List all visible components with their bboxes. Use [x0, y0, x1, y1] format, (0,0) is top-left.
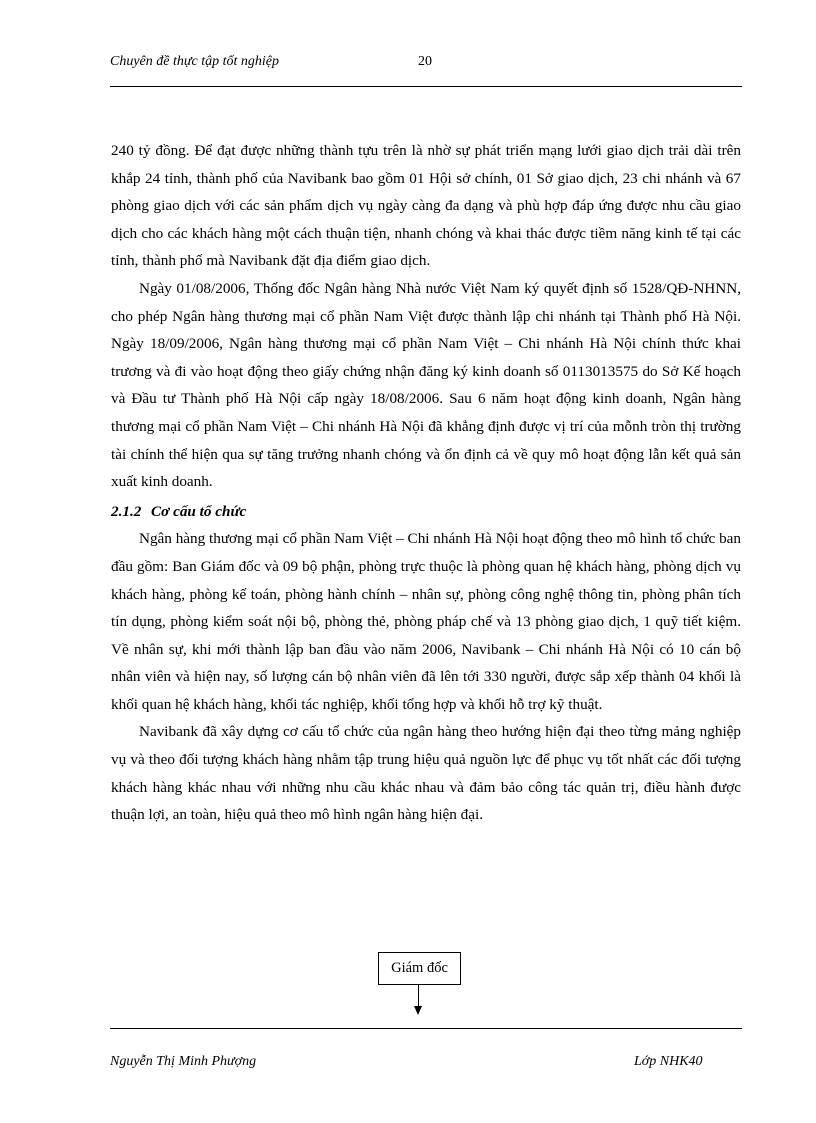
- document-body: [111, 137, 741, 829]
- paragraph-org-model: Navibank đã xây dựng cơ cấu tổ chức của ngân hàng theo hướng hiện đại theo từng mảng nghiệp vụ và theo đối tượng khách hàng nhằm tập trung hiệu quả nguồn lực để phục vụ tốt nhất các đối tượng khách hàng khác nhau với những nhu cầu khác nhau và đảm bảo công tác quản trị, điều hành được thuận lợi, an toàn, hiệu quả theo mô hình ngân hàng hiện đại.: [111, 723, 741, 824]
- paragraph-establishment: Ngày 01/08/2006, Thống đốc Ngân hàng Nhà nước Việt Nam ký quyết định số 1528/QĐ-NHNN, cho phép Ngân hàng thương mại cổ phần Nam Việt được thành lập chi nhánh tại Thành phố Hà Nội. Ngày 18/09/2006, Ngân hàng thương mại cổ phần Nam Việt – Chi nhánh Hà Nội chính thức khai trương và đi vào hoạt động theo giấy chứng nhận đăng ký kinh doanh số 0113013575 do Sở Kế hoạch và Đầu tư Thành phố Hà Nội cấp ngày 18/08/2006. Sau 6 năm hoạt động kinh doanh, Ngân hàng thương mại cổ phần Nam Việt – Chi nhánh Hà Nội đã khẳng định được vị trí của mỗnh tròn thị trường tài chính thể hiện qua sự tăng trưởng nhanh chóng và ổn định cả về quy mô hoạt động lẫn kết quả sản xuất kinh doanh.: [111, 279, 741, 491]
- arrow-down-icon: [414, 1006, 422, 1015]
- section-number: 2.1.2: [111, 502, 142, 520]
- footer-class: Lớp NHK40: [634, 1054, 703, 1069]
- page-number: 20: [418, 54, 432, 69]
- document-title: Chuyên đề thực tập tốt nghiệp: [110, 54, 279, 69]
- section-title: Cơ cấu tổ chức: [151, 502, 247, 520]
- header-divider: [110, 86, 742, 87]
- paragraph-continuation: 240 tỷ đồng. Để đạt được những thành tựu trên là nhờ sự phát triển mạng lưới giao dịch trải dài trên khắp 24 tỉnh, thành phố của Navibank bao gồm 01 Hội sở chính, 01 Sở giao dịch, 23 chi nhánh và 67 phòng giao dịch với các sản phẩm dịch vụ ngày càng đa dạng và phù hợp đáp ứng được nhu cầu giao dịch cho các khách hàng một cách thuận tiện, nhanh chóng và khai thác được tiềm năng kinh tế tại các tỉnh, thành phố mà Navibank đặt địa điểm giao dịch.: [111, 142, 741, 270]
- org-chart-director-box: Giám đốc: [378, 952, 461, 985]
- paragraph-org-structure: Ngân hàng thương mại cổ phần Nam Việt – Chi nhánh Hà Nội hoạt động theo mô hình tổ chức ban đầu gồm: Ban Giám đốc và 09 bộ phận, phòng trực thuộc là phòng quan hệ khách hàng, phòng dịch vụ khách hàng, phòng kế toán, phòng hành chính – nhân sự, phòng công nghệ thông tin, phòng phân tích tín dụng, phòng kiểm soát nội bộ, phòng thẻ, phòng pháp chế và 13 phòng giao dịch, 1 quỹ tiết kiệm. Về nhân sự, khi mới thành lập ban đầu vào năm 2006, Navibank – Chi nhánh Hà Nội có 10 cán bộ nhân viên và hiện nay, số lượng cán bộ nhân viên đã lên tới 330 người, được sắp xếp thành 04 khối là khối quan hệ khách hàng, khối tác nghiệp, khối tổng hợp và khối hỗ trợ kỹ thuật.: [111, 530, 742, 713]
- section-heading: [111, 498, 741, 526]
- footer-author: Nguyễn Thị Minh Phượng: [110, 1054, 257, 1069]
- footer-divider: [110, 1028, 742, 1029]
- page-header: [110, 50, 742, 82]
